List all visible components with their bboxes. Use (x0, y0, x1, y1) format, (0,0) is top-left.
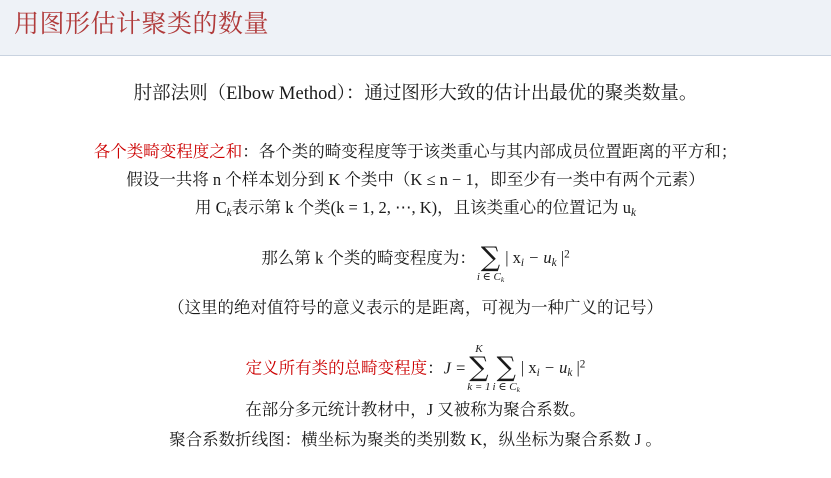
textbook-note-text: 在部分多元统计教材中，J 又被称为聚合系数。 (245, 400, 586, 419)
section-label: 各个类畸变程度之和 (93, 142, 243, 161)
notation-suffix: 表示第 k 个类(k = 1, 2, ⋯, K)，且该类重心的位置记为 u (231, 198, 631, 217)
page-title: 用图形估计聚类的数量 (14, 11, 270, 38)
sigma-glyph-outer: ∑ (469, 352, 489, 383)
abs-note-text: （这里的绝对值符号的意义表示的是距离，可视为一种广义的记号） (168, 298, 663, 317)
section-heading-line (0, 140, 831, 164)
distortion-formula-line (0, 234, 831, 285)
intro-text: 肘部法则（Elbow Method）：通过图形大致的估计出最优的聚类数量。 (133, 84, 698, 104)
notation-line (0, 196, 831, 225)
sigma-glyph-inner: ∑ (496, 352, 516, 383)
summation-inner-lower: i ∈ $C_k$ (492, 381, 520, 395)
assumption-text: 假设一共将 n 个样本划分到 K 个类中（K ≤ n − 1，即至少有一类中有两个元素） (126, 170, 705, 189)
notation-prefix: 用 C (195, 198, 227, 217)
distortion-formula (476, 234, 570, 285)
slide-body (0, 56, 831, 478)
distortion-expression: | $x_i - u_k$ $|^2$ (505, 248, 570, 270)
notation-sub-k: k (226, 207, 232, 220)
summation-lower-limit: i ∈ $C_k$ (476, 271, 505, 285)
total-colon: ： (427, 358, 444, 378)
distortion-prefix: 那么第 k 个类的畸变程度为： (261, 248, 476, 268)
total-J: J = (443, 358, 467, 378)
total-distortion-line (0, 344, 831, 395)
intro-line (0, 82, 831, 106)
summation-icon (477, 233, 504, 284)
summation-inner-icon (493, 343, 520, 394)
sigma-glyph: ∑ (480, 242, 501, 273)
textbook-note-line (0, 398, 831, 422)
notation-sub-k2: k (630, 207, 636, 220)
slide-title-bar (0, 0, 831, 56)
assumption-line (0, 168, 831, 192)
section-text: ：各个类的畸变程度等于该类重心与其内部成员位置距离的平方和； (242, 142, 738, 161)
summation-outer-upper: K (475, 343, 483, 355)
total-label: 定义所有类的总畸变程度 (245, 358, 428, 378)
summation-outer-icon (467, 343, 490, 394)
total-formula (444, 344, 586, 395)
summation-outer-lower: k = 1 (467, 381, 491, 393)
plot-note-text: 聚合系数折线图：横坐标为聚类的类别数 K，纵坐标为聚合系数 J 。 (169, 430, 662, 449)
abs-note-line (0, 296, 831, 320)
total-expression: | $x_i - u_k$ $|^2$ (520, 358, 586, 380)
plot-note-line (0, 428, 831, 452)
